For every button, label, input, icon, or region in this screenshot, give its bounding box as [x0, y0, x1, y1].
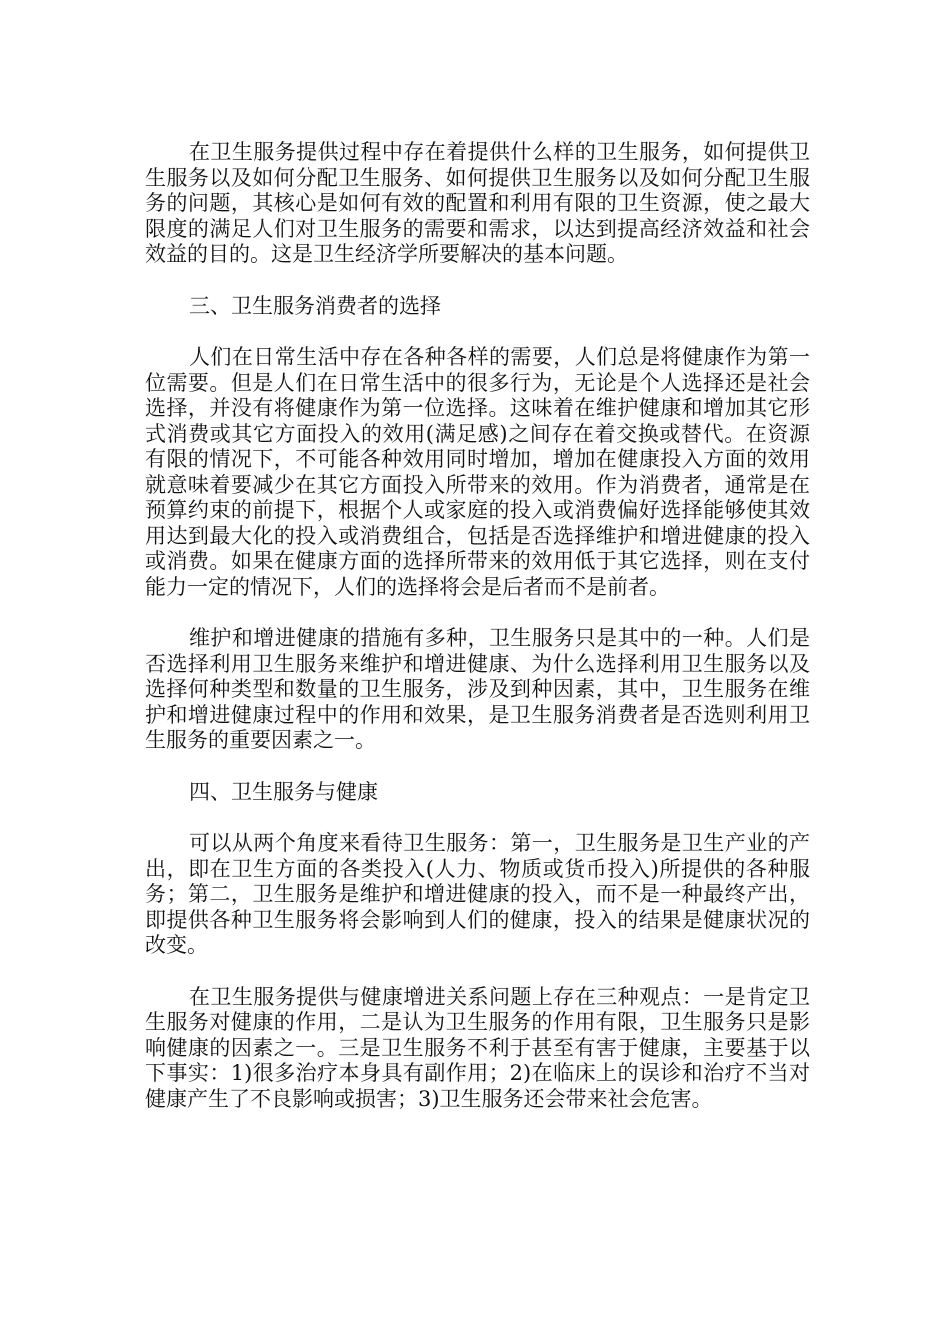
section-heading-services-and-health: 四、卫生服务与健康 — [189, 779, 378, 804]
paragraph-health-measures: 维护和增进健康的措施有多种，卫生服务只是其中的一种。人们是否选择利用卫生服务来维护和增进健康、为什么选择利用卫生服务以及选择何种类型和数量的卫生服务，涉及到种因素，其中，卫生服务在维护和增进健康过程中的作用和效果，是卫生服务消费者是否选则利用卫生服务的重要因素之一。 — [145, 626, 810, 752]
paragraph-two-perspectives: 可以从两个角度来看待卫生服务：第一，卫生服务是卫生产业的产出，即在卫生方面的各类投入(人力、物质或货币投入)所提供的各种服务；第二，卫生服务是维护和增进健康的投入，而不是一种最终产出，即提供各种卫生服务将会影响到人们的健康，投入的结果是健康状况的改变。 — [145, 831, 810, 957]
paragraph-three-views: 在卫生服务提供与健康增进关系问题上存在三种观点：一是肯定卫生服务对健康的作用，二是认为卫生服务的作用有限，卫生服务只是影响健康的因素之一。三是卫生服务不利于甚至有害于健康，主要基于以下事实：1)很多治疗本身具有副作用；2)在临床上的误诊和治疗不当对健康产生了不良影响或损害；3)卫生服务还会带来社会危害。 — [145, 984, 810, 1111]
paragraph-resource-allocation: 在卫生服务提供过程中存在着提供什么样的卫生服务，如何提供卫生服务以及如何分配卫生服务、如何提供卫生服务以及如何分配卫生服务的问题，其核心是如何有效的配置和利用有限的卫生资源，使之最大限度的满足人们对卫生服务的需要和需求，以达到提高经济效益和社会效益的目的。这是卫生经济学所要解决的基本问题。 — [145, 140, 810, 266]
document-body — [145, 140, 810, 1138]
paragraph-consumer-needs: 人们在日常生活中存在各种各样的需要，人们总是将健康作为第一位需要。但是人们在日常生活中的很多行为，无论是个人选择还是社会选择，并没有将健康作为第一位选择。这味着在维护健康和增加其它形式消费或其它方面投入的效用(满足感)之间存在着交换或替代。在资源有限的情况下，不可能各种效用同时增加，增加在健康投入方面的效用就意味着要减少在其它方面投入所带来的效用。作为消费者，通常是在预算约束的前提下，根据个人或家庭的投入或消费偏好选择能够使其效用达到最大化的投入或消费组合，包括是否选择维护和增进健康的投入或消费。如果在健康方面的选择所带来的效用低于其它选择，则在支付能力一定的情况下，人们的选择将会是后者而不是前者。 — [145, 345, 810, 599]
section-heading-consumer-choice: 三、卫生服务消费者的选择 — [189, 293, 441, 318]
